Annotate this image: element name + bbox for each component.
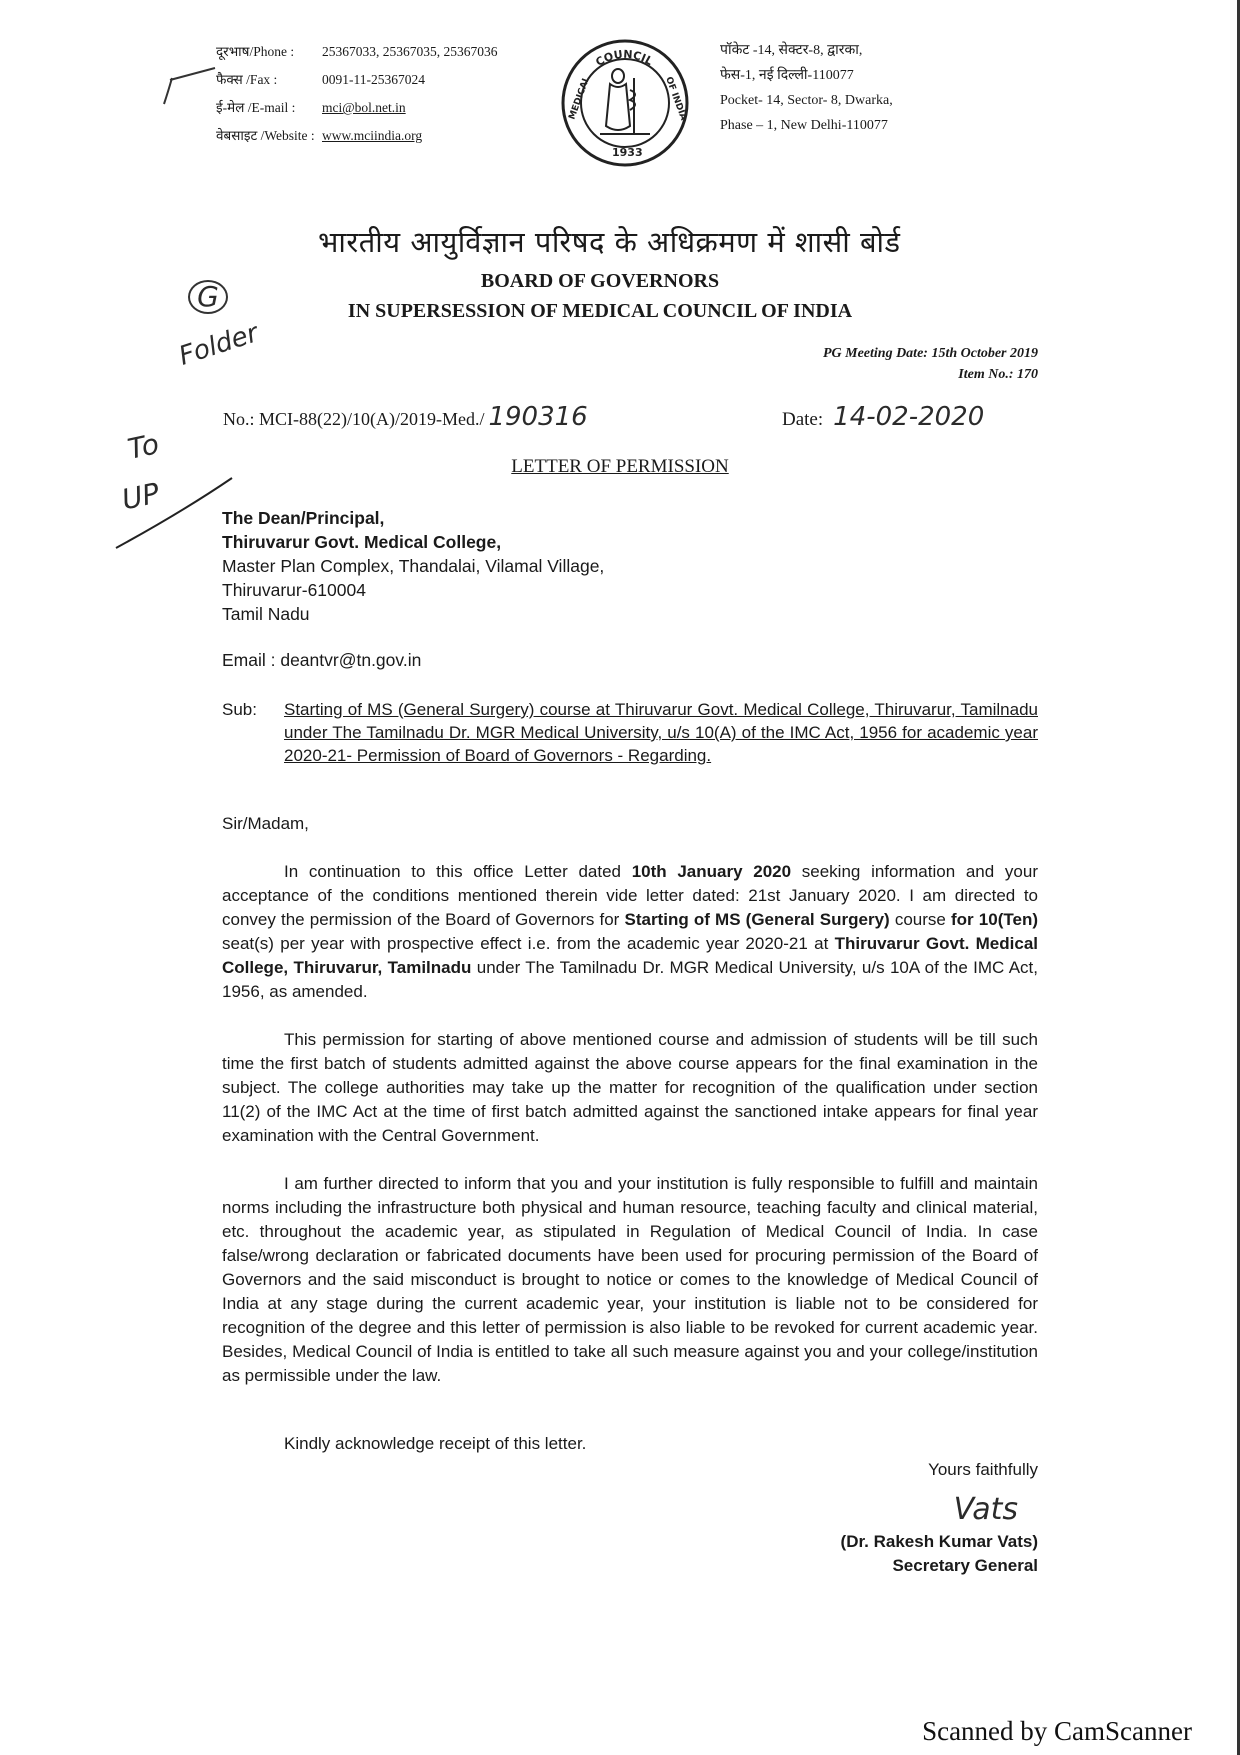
email-link[interactable]: mci@bol.net.in xyxy=(322,100,406,115)
subject-block: Sub: Starting of MS (General Surgery) course at Thiruvarur Govt. Medical College, Thiruvarur, Tamilnadu under The Tamilnadu Dr. MGR Medical University, u/s 10(A) of the IMC Act, 1956 for academic year 2020-21- Permission of Board of Governors - Regarding. xyxy=(222,700,1038,765)
hindi-title: भारतीय आयुर्विज्ञान परिषद के अधिक्रमण में शासी बोर्ड xyxy=(318,225,901,259)
handwritten-signature: Vats xyxy=(953,1492,1018,1527)
handwritten-initials: Folder xyxy=(175,318,262,372)
subject-text: Starting of MS (General Surgery) course at Thiruvarur Govt. Medical College, Thiruvarur, Tamilnadu under The Tamilnadu Dr. MGR Medical University, u/s 10(A) of the IMC Act, 1956 for academic year 2020-21- Permission of Board of Governors - Regarding. xyxy=(284,700,1038,765)
board-title: BOARD OF GOVERNORS IN SUPERSESSION OF MEDICAL COUNCIL OF INDIA xyxy=(347,270,853,322)
meeting-info: PG Meeting Date: 15th October 2019 Item No.: 170 xyxy=(822,346,1038,382)
handwritten-up: UP xyxy=(118,476,163,517)
letter-date: Date: 14-02-2020 xyxy=(782,402,985,432)
letter-heading: LETTER OF PERMISSION xyxy=(511,456,729,477)
contact-fax: फैक्स /Fax : 0091-11-25367024 xyxy=(216,72,425,87)
mci-seal-logo xyxy=(560,38,690,168)
valediction: Yours faithfully xyxy=(928,1460,1038,1479)
paragraph-permission: In continuation to this office Letter dated 10th January 2020 seeking information and your acceptance of the conditions mentioned therein vide letter dated: 21st January 2020. I am directed to convey the permission of the Board of Governors for Starting of MS (General Surgery) course for 10(Ten) seat(s) per year with prospective effect i.e. from the academic year 2020-21 at Thiruvarur Govt. Medical College, Thiruvarur, Tamilnadu under The Tamilnadu Dr. MGR Medical University, u/s 10A of the IMC Act, 1956, as amended. xyxy=(222,862,1039,1001)
paragraph-validity: This permission for starting of above mentioned course and admission of students will be till such time the first batch of students admitted against the above course appears for the final examination in the subject. The college authorities may take up the matter for recognition of the qualification under section 11(2) of the IMC Act at the time of first batch admitted against the sanctioned intake appears for final year examination with the Central Government. xyxy=(222,1030,1038,1145)
svg-text:OF INDIA: OF INDIA xyxy=(663,75,689,122)
website-link[interactable]: www.mciindia.org xyxy=(322,128,423,143)
camscanner-watermark: Scanned by CamScanner xyxy=(922,1716,1192,1746)
reference-number: No.: MCI-88(22)/10(A)/2019-Med./ 190316 xyxy=(223,402,588,432)
addressee-email: Email : deantvr@tn.gov.in xyxy=(222,650,422,670)
contact-block xyxy=(216,38,498,150)
salutation: Sir/Madam, xyxy=(222,814,309,833)
closing-line: Kindly acknowledge receipt of this letter. xyxy=(284,1434,587,1453)
contact-email: ई-मेल /E-mail : mci@bol.net.in xyxy=(216,100,406,115)
signature-block xyxy=(700,1458,1038,1578)
handwritten-circle-mark: G xyxy=(188,280,228,314)
pen-stroke-mark xyxy=(160,62,220,112)
contact-phone: दूरभाष/Phone : 25367033, 25367035, 25367036 xyxy=(216,44,498,59)
handwritten-ref-number: 190316 xyxy=(488,402,588,432)
svg-text:MEDICAL: MEDICAL xyxy=(567,75,593,122)
paragraph-responsibility: I am further directed to inform that you and your institution is fully responsible to fulfill and maintain norms including the infrastructure both physical and human resource, teaching faculty and clinical material, etc. throughout the academic year, as stipulated in Regulation of Medical Council of India. In case false/wrong declaration or fabricated documents have been used for procuring permission of the Board of Governors and the said misconduct is brought to notice or comes to the knowledge of Medical Council of India at any stage during the current academic year, your institution is liable not to be considered for recognition of the degree and this letter of permission is also liable to be revoked for current academic year. Besides, Medical Council of India is entitled to take all such measure against you and your college/institution as permissible under the law. xyxy=(222,1174,1038,1385)
handwritten-date: 14-02-2020 xyxy=(833,402,985,432)
signatory-designation: Secretary General xyxy=(892,1556,1038,1575)
handwritten-to: To xyxy=(124,427,162,466)
contact-website: वेबसाइट /Website : www.mciindia.org xyxy=(216,128,423,143)
svg-text:1933: 1933 xyxy=(612,146,643,159)
office-address: पॉकेट -14, सेक्टर-8, द्वारका, फेस-1, नई दिल्ली-110077 Pocket- 14, Sector- 8, Dwarka, Phase – 1, New Delhi-110077 xyxy=(720,43,893,133)
signatory-name: (Dr. Rakesh Kumar Vats) xyxy=(840,1532,1038,1551)
addressee-block: The Dean/Principal, Thiruvarur Govt. Medical College, Master Plan Complex, Thandalai, Vilamal Village, Thiruvarur-610004 Tamil Nadu xyxy=(222,508,605,624)
svg-text:COUNCIL: COUNCIL xyxy=(593,47,656,70)
